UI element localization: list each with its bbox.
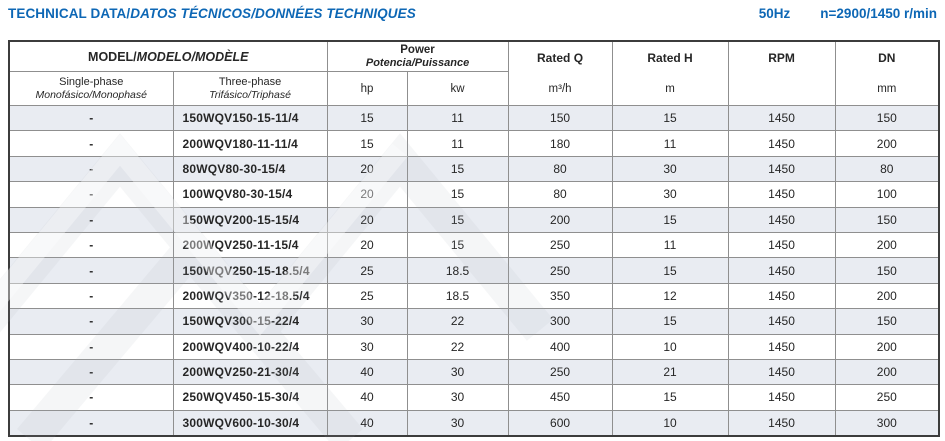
dn-cell: 200 xyxy=(835,232,939,257)
table-row xyxy=(9,334,939,359)
header-hp: hp xyxy=(327,72,407,106)
table-row xyxy=(9,182,939,207)
dn-cell: 80 xyxy=(835,156,939,181)
header-rated-h: Rated H m xyxy=(612,41,728,106)
table-row xyxy=(9,283,939,308)
dn-cell: 200 xyxy=(835,334,939,359)
rated-h-cell: 11 xyxy=(612,131,728,156)
hp-cell: 15 xyxy=(327,131,407,156)
rated-h-cell: 12 xyxy=(612,283,728,308)
rated-h-cell: 11 xyxy=(612,232,728,257)
kw-cell: 15 xyxy=(407,182,508,207)
rated-h-cell: 15 xyxy=(612,207,728,232)
rated-q-cell: 250 xyxy=(508,232,612,257)
rpm-cell: 1450 xyxy=(728,309,835,334)
title-translations: DATOS TÉCNICOS/DONNÉES TECHNIQUES xyxy=(130,6,416,21)
model-cell: 200WQV180-11-11/4 xyxy=(173,131,327,156)
kw-cell: 15 xyxy=(407,207,508,232)
rated-h-cell: 10 xyxy=(612,334,728,359)
hp-cell: 20 xyxy=(327,232,407,257)
table-body xyxy=(9,106,939,436)
rpm-cell: 1450 xyxy=(728,131,835,156)
rated-h-cell: 15 xyxy=(612,385,728,410)
model-cell: 200WQV350-12-18.5/4 xyxy=(173,283,327,308)
kw-cell: 30 xyxy=(407,359,508,384)
speed-label: n=2900/1450 r/min xyxy=(820,6,937,21)
dn-cell: 150 xyxy=(835,106,939,131)
rated-q-cell: 250 xyxy=(508,359,612,384)
model-cell: 200WQV250-11-15/4 xyxy=(173,232,327,257)
hp-cell: 20 xyxy=(327,182,407,207)
rated-q-cell: 180 xyxy=(508,131,612,156)
rpm-cell: 1450 xyxy=(728,359,835,384)
table-row xyxy=(9,258,939,283)
hp-cell: 20 xyxy=(327,207,407,232)
header-kw: kw xyxy=(407,72,508,106)
hp-cell: 25 xyxy=(327,258,407,283)
single-phase-cell: - xyxy=(9,131,173,156)
header-single-phase: Single-phase Monofásico/Monophasé xyxy=(9,72,173,106)
single-phase-cell: - xyxy=(9,232,173,257)
rated-h-cell: 10 xyxy=(612,410,728,435)
single-phase-cell: - xyxy=(9,182,173,207)
technical-data-table xyxy=(8,40,940,437)
hp-cell: 30 xyxy=(327,334,407,359)
dn-cell: 250 xyxy=(835,385,939,410)
dn-cell: 300 xyxy=(835,410,939,435)
model-cell: 250WQV450-15-30/4 xyxy=(173,385,327,410)
model-cell: 150WQV200-15-15/4 xyxy=(173,207,327,232)
table-row xyxy=(9,232,939,257)
hp-cell: 25 xyxy=(327,283,407,308)
kw-cell: 15 xyxy=(407,156,508,181)
model-cell: 150WQV300-15-22/4 xyxy=(173,309,327,334)
kw-cell: 30 xyxy=(407,385,508,410)
hp-cell: 20 xyxy=(327,156,407,181)
table-row xyxy=(9,385,939,410)
rpm-cell: 1450 xyxy=(728,182,835,207)
rpm-cell: 1450 xyxy=(728,385,835,410)
kw-cell: 30 xyxy=(407,410,508,435)
dn-cell: 150 xyxy=(835,207,939,232)
header-power: Power Potencia/Puissance xyxy=(327,41,508,72)
dn-cell: 200 xyxy=(835,131,939,156)
hp-cell: 40 xyxy=(327,385,407,410)
rated-q-cell: 400 xyxy=(508,334,612,359)
dn-cell: 150 xyxy=(835,309,939,334)
rated-q-cell: 80 xyxy=(508,156,612,181)
dn-cell: 200 xyxy=(835,283,939,308)
single-phase-cell: - xyxy=(9,334,173,359)
rpm-cell: 1450 xyxy=(728,410,835,435)
kw-cell: 11 xyxy=(407,106,508,131)
rated-h-cell: 30 xyxy=(612,156,728,181)
dn-cell: 150 xyxy=(835,258,939,283)
single-phase-cell: - xyxy=(9,385,173,410)
header-model: MODEL/MODELO/MODÈLE xyxy=(9,41,327,72)
rated-q-cell: 200 xyxy=(508,207,612,232)
kw-cell: 11 xyxy=(407,131,508,156)
model-cell: 80WQV80-30-15/4 xyxy=(173,156,327,181)
rated-h-cell: 30 xyxy=(612,182,728,207)
rated-q-cell: 250 xyxy=(508,258,612,283)
dn-cell: 100 xyxy=(835,182,939,207)
rpm-cell: 1450 xyxy=(728,232,835,257)
frequency-label: 50Hz xyxy=(758,6,791,21)
single-phase-cell: - xyxy=(9,258,173,283)
page-title xyxy=(8,6,416,21)
table-row xyxy=(9,131,939,156)
header-rpm: RPM xyxy=(728,41,835,106)
hp-cell: 15 xyxy=(327,106,407,131)
kw-cell: 15 xyxy=(407,232,508,257)
kw-cell: 18.5 xyxy=(407,283,508,308)
table-row xyxy=(9,359,939,384)
rated-q-cell: 150 xyxy=(508,106,612,131)
rated-h-cell: 15 xyxy=(612,309,728,334)
rpm-cell: 1450 xyxy=(728,156,835,181)
single-phase-cell: - xyxy=(9,106,173,131)
rated-q-cell: 600 xyxy=(508,410,612,435)
model-cell: 300WQV600-10-30/4 xyxy=(173,410,327,435)
table-row xyxy=(9,207,939,232)
kw-cell: 22 xyxy=(407,334,508,359)
rpm-cell: 1450 xyxy=(728,283,835,308)
rpm-cell: 1450 xyxy=(728,106,835,131)
model-cell: 150WQV150-15-11/4 xyxy=(173,106,327,131)
rated-h-cell: 15 xyxy=(612,106,728,131)
rpm-cell: 1450 xyxy=(728,207,835,232)
hp-cell: 40 xyxy=(327,359,407,384)
table-row xyxy=(9,410,939,435)
rpm-cell: 1450 xyxy=(728,334,835,359)
single-phase-cell: - xyxy=(9,156,173,181)
kw-cell: 18.5 xyxy=(407,258,508,283)
page-header xyxy=(8,6,937,21)
model-cell: 150WQV250-15-18.5/4 xyxy=(173,258,327,283)
model-cell: 100WQV80-30-15/4 xyxy=(173,182,327,207)
table-row xyxy=(9,106,939,131)
rated-q-cell: 350 xyxy=(508,283,612,308)
model-cell: 200WQV250-21-30/4 xyxy=(173,359,327,384)
spec-labels xyxy=(759,6,937,21)
rated-h-cell: 15 xyxy=(612,258,728,283)
dn-cell: 200 xyxy=(835,359,939,384)
rpm-cell: 1450 xyxy=(728,258,835,283)
rated-q-cell: 80 xyxy=(508,182,612,207)
kw-cell: 22 xyxy=(407,309,508,334)
rated-h-cell: 21 xyxy=(612,359,728,384)
header-rated-q: Rated Q m³/h xyxy=(508,41,612,106)
rated-q-cell: 450 xyxy=(508,385,612,410)
header-dn: DN mm xyxy=(835,41,939,106)
single-phase-cell: - xyxy=(9,283,173,308)
rated-q-cell: 300 xyxy=(508,309,612,334)
hp-cell: 40 xyxy=(327,410,407,435)
model-cell: 200WQV400-10-22/4 xyxy=(173,334,327,359)
single-phase-cell: - xyxy=(9,309,173,334)
single-phase-cell: - xyxy=(9,359,173,384)
single-phase-cell: - xyxy=(9,410,173,435)
hp-cell: 30 xyxy=(327,309,407,334)
table-row xyxy=(9,309,939,334)
single-phase-cell: - xyxy=(9,207,173,232)
header-three-phase: Three-phase Trifásico/Triphasé xyxy=(173,72,327,106)
table-header xyxy=(9,41,939,106)
title-english: TECHNICAL DATA/ xyxy=(8,6,131,21)
table-row xyxy=(9,156,939,181)
